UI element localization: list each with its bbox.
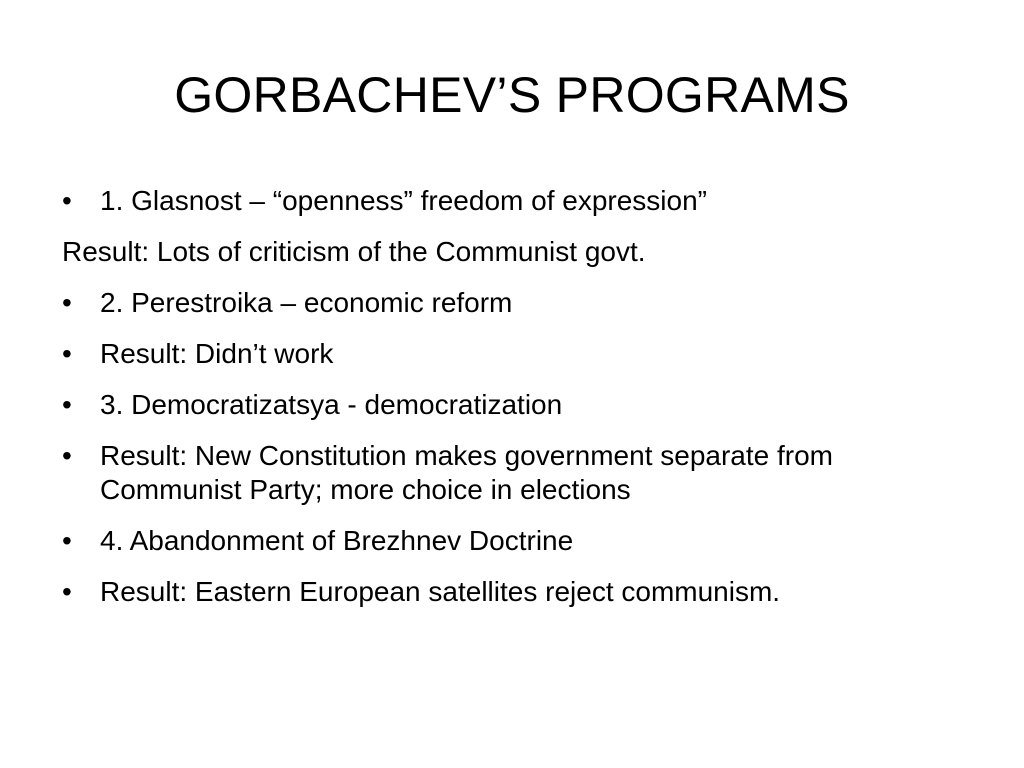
list-item-text: Result: New Constitution makes government separate from Communist Party; more choice in elections xyxy=(100,440,833,505)
list-item xyxy=(62,575,962,609)
list-item xyxy=(62,388,962,422)
bullet-icon: • xyxy=(62,287,72,318)
slide-title: GORBACHEV’S PROGRAMS xyxy=(174,67,850,123)
list-item xyxy=(62,184,962,218)
bullet-icon: • xyxy=(62,389,72,420)
list-item-text: 4. Abandonment of Brezhnev Doctrine xyxy=(100,525,574,556)
list-item-text: Result: Lots of criticism of the Communist govt. xyxy=(62,236,646,267)
bullet-icon: • xyxy=(62,576,72,607)
list-item-text: 3. Democratizatsya - democratization xyxy=(100,389,563,420)
list-item xyxy=(62,286,962,320)
list-item-text: Result: Eastern European satellites reject communism. xyxy=(100,576,781,607)
bullet-list xyxy=(62,184,962,626)
list-item xyxy=(62,439,962,507)
bullet-icon: • xyxy=(62,525,72,556)
list-item xyxy=(62,337,962,371)
bullet-icon: • xyxy=(62,440,72,471)
list-item xyxy=(62,235,962,269)
list-item-text: 2. Perestroika – economic reform xyxy=(100,287,513,318)
list-item-text: Result: Didn’t work xyxy=(100,338,334,369)
bullet-icon: • xyxy=(62,185,72,216)
list-item xyxy=(62,524,962,558)
list-item-text: 1. Glasnost – “openness” freedom of expression” xyxy=(100,185,707,216)
bullet-icon: • xyxy=(62,338,72,369)
